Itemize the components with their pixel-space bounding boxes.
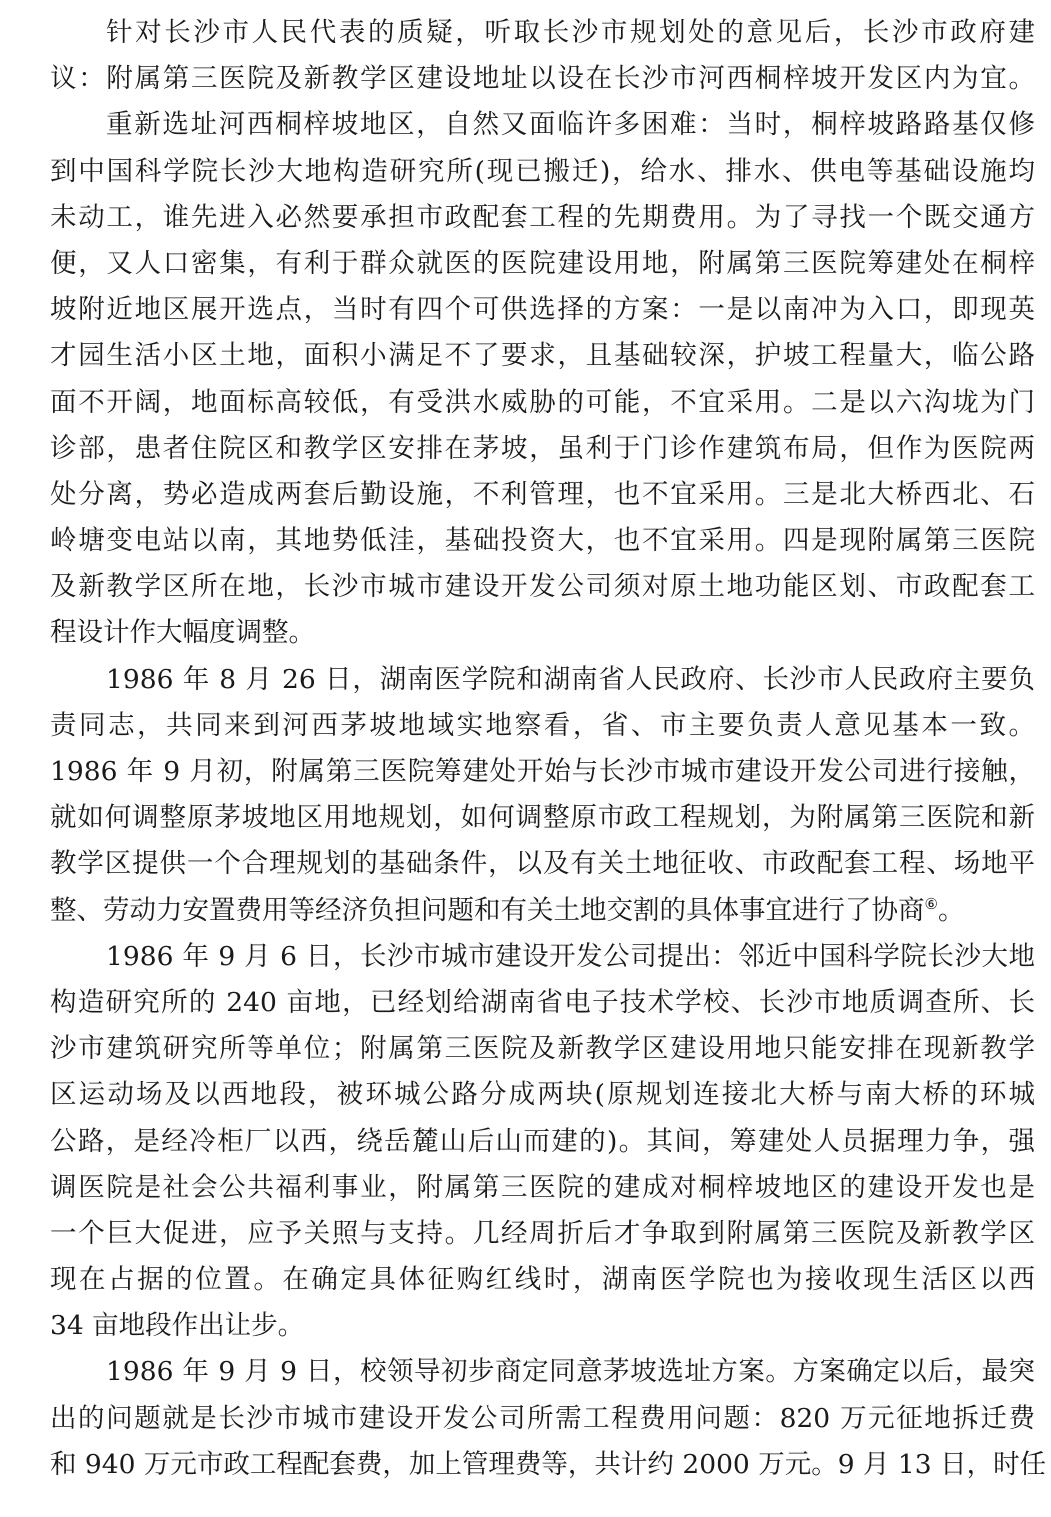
line-text: 岭塘变电站以南，其地势低洼，基础投资大，也不宜采用。四是现附属第三医院 <box>50 525 1035 557</box>
line-text: 到中国科学院长沙大地构造研究所(现已搬迁)，给水、排水、供电等基础设施均 <box>50 155 1035 187</box>
text-line <box>50 795 1035 841</box>
text-line <box>50 426 1035 472</box>
text-line <box>50 1396 1035 1442</box>
line-text: 1986 年 9 月 6 日，长沙市城市建设开发公司提出：邻近中国科学院长沙大地 <box>106 940 1035 972</box>
text-line <box>50 1349 1035 1395</box>
line-text: 沙市建筑研究所等单位；附属第三医院及新教学区建设用地只能安排在现新教学 <box>50 1033 1035 1065</box>
text-line <box>50 241 1035 287</box>
line-text: 整、劳动力安置费用等经济负担问题和有关土地交割的具体事宜进行了协商 <box>50 894 925 926</box>
text-line <box>50 610 1035 656</box>
text-line <box>50 149 1035 195</box>
line-text: 处分离，势必造成两套后勤设施，不利管理，也不宜采用。三是北大桥西北、石 <box>50 478 1035 510</box>
footnote-marker: ⑥ <box>924 894 938 913</box>
line-text: 未动工，谁先进入必然要承担市政配套工程的先期费用。为了寻找一个既交通方 <box>50 201 1035 233</box>
line-text: 及新教学区所在地，长沙市城市建设开发公司须对原土地功能区划、市政配套工 <box>50 571 1035 603</box>
line-text: 面不开阔，地面标高较低，有受洪水威胁的可能，不宜采用。二是以六沟垅为门 <box>50 386 1035 418</box>
line-text: 现在占据的位置。在确定具体征购红线时，湖南医学院也为接收现生活区以西 <box>50 1264 1035 1296</box>
text-line <box>50 195 1035 241</box>
line-text: 便，又人口密集，有利于群众就医的医院建设用地，附属第三医院筹建处在桐梓 <box>50 247 1035 279</box>
line-text: 教学区提供一个合理规划的基础条件，以及有关土地征收、市政配套工程、场地平 <box>50 848 1035 880</box>
line-text: 1986 年 8 月 26 日，湖南医学院和湖南省人民政府、长沙市人民政府主要负 <box>106 663 1035 695</box>
text-line <box>50 1442 1047 1488</box>
text-line <box>50 10 1035 56</box>
paragraph <box>50 934 1035 1350</box>
text-line <box>50 1072 1035 1118</box>
text-line <box>50 841 1035 887</box>
document-page <box>50 10 1047 1488</box>
line-text: 1986 年 9 月 9 日，校领导初步商定同意茅坡选址方案。方案确定以后，最突 <box>106 1356 1035 1388</box>
text-line <box>50 380 1035 426</box>
text-line <box>50 472 1035 518</box>
line-text: 公路，是经冷柜厂以西，绕岳麓山后山而建的)。其间，筹建处人员据理力争，强 <box>50 1125 1035 1157</box>
line-tail: 。 <box>937 894 965 926</box>
line-text: 针对长沙市人民代表的质疑，听取长沙市规划处的意见后，长沙市政府建 <box>106 17 1035 48</box>
line-text: 诊部，患者住院区和教学区安排在茅坡，虽利于门诊作建筑布局，但作为医院两 <box>50 432 1035 464</box>
line-text: 构造研究所的 240 亩地，已经划给湖南省电子技术学校、长沙市地质调查所、长 <box>50 986 1035 1018</box>
line-text: 区运动场及以西地段，被环城公路分成两块(原规划连接北大桥与南大桥的环城 <box>50 1079 1035 1111</box>
text-line <box>50 518 1035 564</box>
paragraph <box>50 1349 1047 1488</box>
text-line <box>50 1303 1035 1349</box>
line-text: 出的问题就是长沙市城市建设开发公司所需工程费用问题：820 万元征地拆迁费 <box>50 1402 1035 1434</box>
paragraph <box>50 657 1035 934</box>
text-line <box>50 1119 1035 1165</box>
text-line <box>50 287 1035 333</box>
line-text: 一个巨大促进，应予关照与支持。几经周折后才争取到附属第三医院及新教学区 <box>50 1217 1035 1249</box>
text-line <box>50 657 1035 703</box>
text-line <box>50 333 1035 379</box>
text-line <box>50 934 1035 980</box>
line-text: 调医院是社会公共福利事业，附属第三医院的建成对桐梓坡地区的建设开发也是 <box>50 1171 1035 1203</box>
text-line <box>50 56 1035 102</box>
line-text: 和 940 万元市政工程配套费，加上管理费等，共计约 2000 万元。9 月 13 日，时任 <box>50 1448 1047 1480</box>
line-text: 重新选址河西桐梓坡地区，自然又面临许多困难：当时，桐梓坡路路基仅修 <box>106 109 1035 141</box>
line-text: 坡附近地区展开选点，当时有四个可供选择的方案：一是以南冲为入口，即现英 <box>50 294 1035 326</box>
text-line <box>50 1257 1035 1303</box>
text-line <box>50 564 1035 610</box>
line-text: 责同志，共同来到河西茅坡地域实地察看，省、市主要负责人意见基本一致。 <box>50 709 1035 741</box>
text-line <box>50 102 1035 148</box>
line-text: 才园生活小区土地，面积小满足不了要求，且基础较深，护坡工程量大，临公路 <box>50 340 1035 372</box>
text-line <box>50 703 1035 749</box>
line-text: 1986 年 9 月初，附属第三医院筹建处开始与长沙市城市建设开发公司进行接触， <box>50 756 1035 787</box>
text-line <box>50 1026 1035 1072</box>
line-text: 34 亩地段作出让步。 <box>50 1310 305 1342</box>
paragraph <box>50 10 1035 102</box>
text-line <box>50 980 1035 1026</box>
line-text: 议：附属第三医院及新教学区建设地址以设在长沙市河西桐梓坡开发区内为宜。 <box>50 63 1035 95</box>
text-line <box>50 888 1035 934</box>
text-line <box>50 1165 1035 1211</box>
line-text: 就如何调整原茅坡地区用地规划，如何调整原市政工程规划，为附属第三医院和新 <box>50 802 1035 834</box>
text-line <box>50 749 1035 795</box>
line-text: 程设计作大幅度调整。 <box>50 617 315 649</box>
text-line <box>50 1211 1035 1257</box>
paragraph <box>50 102 1035 656</box>
